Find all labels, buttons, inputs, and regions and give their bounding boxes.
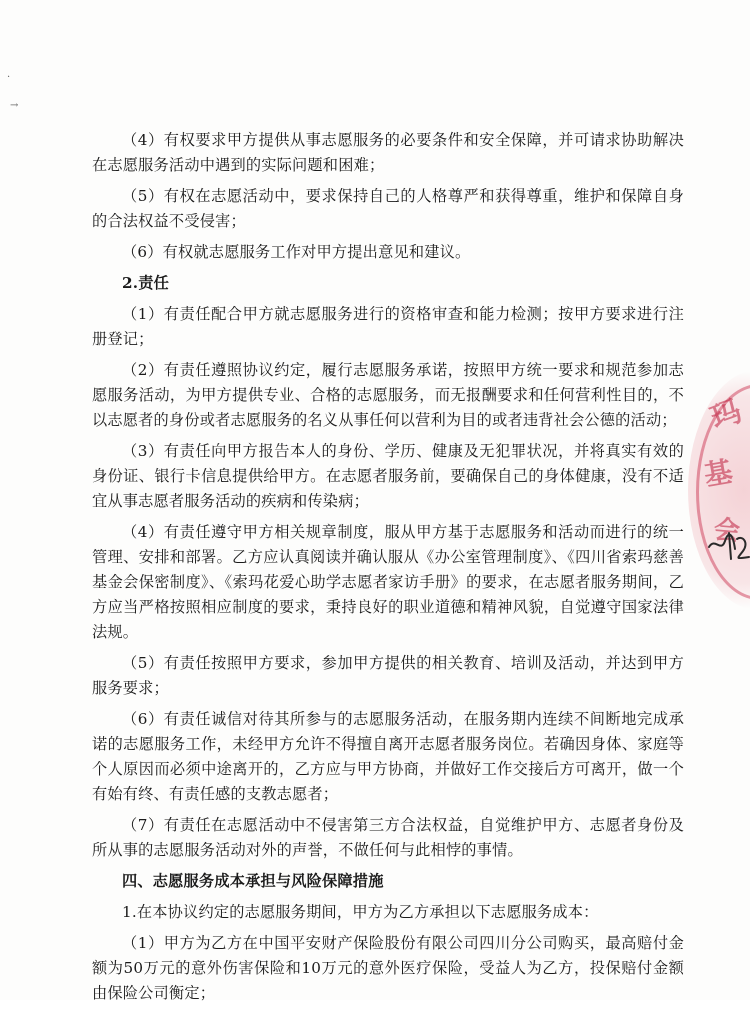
document-body [92, 128, 684, 1012]
paragraph: （1）有责任配合甲方就志愿服务进行的资格审查和能力检测；按甲方要求进行注册登记； [92, 305, 684, 348]
scan-mark: → [10, 100, 19, 111]
paragraph: （6）有责任诚信对待其所参与的志愿服务活动，在服务期内连续不间断地完成承诺的志愿服务工作，未经甲方允许不得擅自离开志愿者服务岗位。若确因身体、家庭等个人原因而必须中途离开的，乙方应与甲方协商，并做好工作交接后方可离开，做一个有始有终、有责任感的支教志愿者； [92, 710, 684, 803]
paragraph: （5）有权在志愿活动中，要求保持自己的人格尊严和获得尊重，维护和保障自身的合法权益不受侵害； [92, 187, 684, 230]
paragraph: （6）有权就志愿服务工作对甲方提出意见和建议。 [122, 243, 471, 261]
paragraph: （3）有责任向甲方报告本人的身份、学历、健康及无犯罪状况，并将真实有效的身份证、银行卡信息提供给甲方。在志愿者服务前，要确保自己的身体健康，没有不适宜从事志愿者服务活动的疾病和传染病； [92, 442, 684, 510]
section-heading: 四、志愿服务成本承担与风险保障措施 [122, 872, 384, 890]
paragraph: （2）有责任遵照协议约定，履行志愿服务承诺，按照甲方统一要求和规范参加志愿服务活动，为甲方提供专业、合格的志愿服务，而无报酬要求和任何营利性目的，不以志愿者的身份或者志愿服务的名义从事任何以营利为目的或者违背社会公德的活动； [92, 361, 684, 429]
seal-glyph: 玛 [706, 393, 747, 437]
paragraph: （4）有权要求甲方提供从事志愿服务的必要条件和安全保障，并可请求协助解决在志愿服务活动中遇到的实际问题和困难； [92, 131, 684, 174]
handwritten-signature [705, 525, 750, 565]
paragraph: 1.在本协议约定的志愿服务期间，甲方为乙方承担以下志愿服务成本： [122, 903, 599, 921]
paragraph: （5）有责任按照甲方要求，参加甲方提供的相关教育、培训及活动，并达到甲方服务要求； [92, 654, 684, 697]
paragraph: （7）有责任在志愿活动中不侵害第三方合法权益，自觉维护甲方、志愿者身份及所从事的志愿服务活动对外的声誉，不做任何与此相悖的事情。 [92, 816, 684, 859]
official-seal [688, 370, 750, 610]
paragraph: （4）有责任遵守甲方相关规章制度，服从甲方基于志愿服务和活动而进行的统一管理、安排和部署。乙方应认真阅读并确认服从《办公室管理制度》、《四川省索玛慈善基金会保密制度》、《索玛花爱心助学志愿者家访手册》的要求，在志愿者服务期间，乙方应当严格按照相应制度的要求，秉持良好的职业道德和精神风貌，自觉遵守国家法律法规。 [92, 523, 684, 641]
seal-glyph: 基 [701, 454, 735, 493]
section-heading: 2.责任 [122, 274, 170, 292]
scan-mark: · [7, 72, 11, 83]
seal-glyph: 会 [712, 514, 742, 548]
paragraph: （1）甲方为乙方在中国平安财产保险股份有限公司四川分公司购买，最高赔付金额为50万元的意外伤害保险和10万元的意外医疗保险，受益人为乙方，投保赔付金额由保险公司衡定； [92, 934, 684, 1002]
